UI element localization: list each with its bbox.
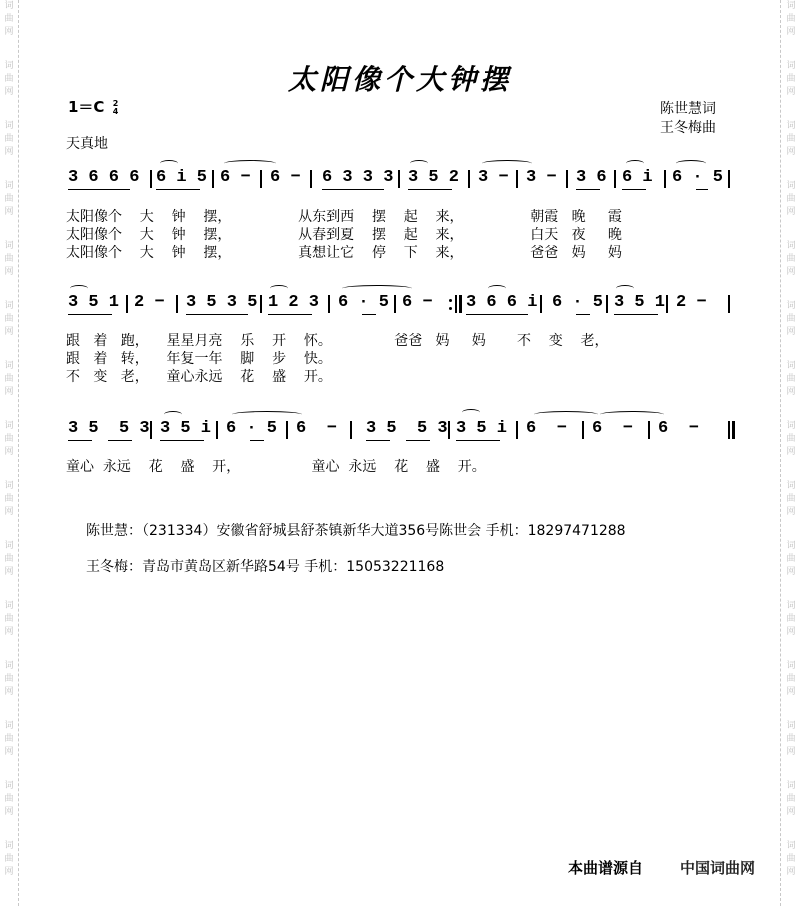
watermark-group [784,240,798,279]
watermark-char: 曲 [786,374,796,384]
watermark-char: 网 [786,867,796,877]
beam [160,440,204,441]
watermark-char: 曲 [4,674,14,684]
measure: 6 i 5 [156,168,208,187]
left-watermark-column [2,0,16,900]
watermark-group [2,660,16,699]
beam [466,314,528,315]
watermark-char: 网 [4,807,14,817]
source-site-link[interactable]: 中国词曲网 [680,859,756,877]
repeat-barline-thick [459,295,462,313]
watermark-char: 词 [4,481,14,491]
barline [260,295,262,313]
watermark-char: 曲 [786,854,796,864]
watermark-group [2,300,16,339]
watermark-char: 曲 [4,254,14,264]
watermark-char: 曲 [4,614,14,624]
watermark-char: 网 [786,207,796,217]
tie [600,411,664,418]
beam [406,440,430,441]
measure: 6 − [592,419,633,438]
watermark-char: 词 [4,541,14,551]
watermark-char: 网 [4,27,14,37]
slur [626,160,644,167]
watermark-char: 网 [4,387,14,397]
watermark-group [2,120,16,159]
barline [516,421,518,439]
watermark-char: 网 [786,447,796,457]
watermark-char: 词 [4,181,14,191]
watermark-char: 曲 [4,734,14,744]
watermark-char: 曲 [4,194,14,204]
watermark-char: 曲 [786,554,796,564]
lyric-verse-1: 跟 着 跑， 星星月亮 乐 开 怀。 爸爸 妈 妈 不 变 老， [66,333,609,349]
watermark-char: 网 [4,507,14,517]
watermark-char: 网 [786,627,796,637]
watermark-char: 曲 [4,74,14,84]
measure: 6 · 5 [552,293,604,312]
watermark-char: 网 [786,807,796,817]
watermark-char: 词 [786,601,796,611]
watermark-char: 网 [4,267,14,277]
watermark-char: 词 [786,301,796,311]
slur [462,409,480,416]
watermark-char: 曲 [786,74,796,84]
barline [566,170,568,188]
watermark-group [784,840,798,879]
tie [482,160,532,167]
measure: 1 2 3 [268,293,320,312]
watermark-group [2,0,16,39]
barline [150,421,152,439]
watermark-char: 词 [4,61,14,71]
watermark-char: 网 [786,327,796,337]
watermark-char: 词 [4,841,14,851]
watermark-char: 词 [786,241,796,251]
watermark-char: 曲 [786,734,796,744]
watermark-char: 网 [786,147,796,157]
watermark-char: 曲 [4,374,14,384]
measure: 3 − [478,168,509,187]
watermark-char: 曲 [4,134,14,144]
watermark-char: 词 [786,1,796,11]
tie [534,411,598,418]
barline [606,295,608,313]
watermark-group [784,720,798,759]
key-label: 1＝C [68,98,105,116]
watermark-group [784,780,798,819]
slur [676,160,706,167]
watermark-char: 词 [786,421,796,431]
watermark-group [2,540,16,579]
measure: 3 5 5 3 [68,419,150,438]
watermark-group [784,180,798,219]
watermark-char: 词 [786,541,796,551]
watermark-char: 词 [786,661,796,671]
watermark-char: 网 [786,687,796,697]
watermark-char: 曲 [4,794,14,804]
barline [212,170,214,188]
watermark-char: 曲 [4,554,14,564]
song-title: 太阳像个大钟摆 [287,63,512,96]
beam [576,189,600,190]
barline [728,170,730,188]
beam [156,189,200,190]
watermark-group [2,240,16,279]
watermark-char: 词 [4,121,14,131]
barline [310,170,312,188]
tie [224,160,276,167]
watermark-char: 曲 [4,434,14,444]
watermark-group [784,360,798,399]
lyricist-credit: 陈世慧词 [660,101,716,117]
watermark-char: 词 [786,721,796,731]
measure: 6 − [402,293,433,312]
barline [126,295,128,313]
watermark-group [2,840,16,879]
watermark-char: 网 [786,507,796,517]
right-margin-line [780,0,781,906]
contact-lyricist: 陈世慧：（231334）安徽省舒城县舒茶镇新华大道356号陈世会 手机：18297471288 [86,523,626,539]
watermark-char: 词 [4,241,14,251]
watermark-char: 网 [4,147,14,157]
watermark-char: 曲 [786,14,796,24]
watermark-char: 曲 [786,674,796,684]
lyric-verse-2: 跟 着 转， 年复一年 脚 步 快。 [66,351,332,367]
watermark-char: 词 [786,181,796,191]
watermark-char: 网 [786,747,796,757]
watermark-char: 词 [786,481,796,491]
watermark-group [2,480,16,519]
beam [696,189,708,190]
beam [366,440,390,441]
slur [160,160,178,167]
watermark-char: 曲 [786,614,796,624]
watermark-char: 网 [4,87,14,97]
watermark-group [784,660,798,699]
measure: 6 − [220,168,251,187]
measure: 3 6 [576,168,607,187]
measure: 3 5 1 [614,293,666,312]
watermark-group [2,420,16,459]
barline [216,421,218,439]
watermark-char: 网 [786,87,796,97]
barline [540,295,542,313]
watermark-char: 网 [4,327,14,337]
watermark-group [2,360,16,399]
watermark-char: 曲 [786,434,796,444]
measure: 6 · 5 [338,293,390,312]
beam [576,314,590,315]
time-top: 2 [112,98,119,108]
barline [350,421,352,439]
barline [666,295,668,313]
watermark-group [784,600,798,639]
watermark-char: 词 [786,61,796,71]
watermark-group [784,480,798,519]
measure: 6 · 5 [226,419,278,438]
barline [614,170,616,188]
watermark-char: 网 [4,867,14,877]
slur [70,285,88,292]
lyric-verse-1: 太阳像个 大 钟 摆， 从东到西 摆 起 来， 朝霞 晚 霞 [66,209,622,225]
watermark-char: 曲 [4,314,14,324]
barline [582,421,584,439]
watermark-char: 网 [786,387,796,397]
watermark-char: 网 [4,747,14,757]
beam [408,189,452,190]
measure: 6 − [658,419,699,438]
watermark-char: 词 [4,361,14,371]
watermark-group [784,300,798,339]
final-barline [728,421,730,439]
watermark-char: 词 [4,601,14,611]
beam [456,440,500,441]
beam [322,189,384,190]
watermark-char: 网 [4,687,14,697]
composer-credit: 王冬梅曲 [660,120,716,136]
repeat-dot [449,299,452,302]
beam [362,314,376,315]
source-label: 本曲谱源自 [568,859,644,877]
measure: 2 − [134,293,165,312]
watermark-char: 网 [786,267,796,277]
barline [150,170,152,188]
barline [728,295,730,313]
beam [68,314,112,315]
slur [410,160,428,167]
measure: 3 6 6 6 [68,168,140,187]
barline [448,421,450,439]
slur [164,411,182,418]
measure: 6 − [296,419,337,438]
watermark-char: 曲 [786,254,796,264]
repeat-barline [455,295,457,313]
watermark-group [2,600,16,639]
watermark-char: 曲 [786,494,796,504]
beam [268,314,312,315]
watermark-char: 网 [4,207,14,217]
repeat-dot [449,307,452,310]
watermark-char: 曲 [786,314,796,324]
tie [232,411,302,418]
watermark-char: 曲 [786,194,796,204]
beam [250,440,264,441]
final-barline-thick [732,421,735,439]
barline [664,170,666,188]
measure: 6 3 3 3 [322,168,394,187]
beam [68,440,92,441]
watermark-group [784,0,798,39]
measure: 3 − [526,168,557,187]
right-watermark-column [784,0,798,900]
tempo-marking: 天真地 [66,136,108,152]
watermark-char: 词 [4,421,14,431]
watermark-char: 网 [4,567,14,577]
key-signature [68,96,118,117]
barline [260,170,262,188]
lyric-verse-3: 不 变 老， 童心永远 花 盛 开。 [66,369,332,385]
lyric-verse-2: 太阳像个 大 钟 摆， 从春到夏 摆 起 来， 白天 夜 晚 [66,227,622,243]
beam [186,314,248,315]
watermark-char: 词 [4,721,14,731]
watermark-char: 网 [786,27,796,37]
measure: 2 − [676,293,707,312]
watermark-char: 网 [4,447,14,457]
measure: 3 5 i [160,419,212,438]
tie [342,285,412,292]
lyric-verse-3: 太阳像个 大 钟 摆， 真想让它 停 下 来， 爸爸 妈 妈 [66,245,622,261]
watermark-char: 网 [786,567,796,577]
barline [398,170,400,188]
measure: 3 5 3 5 [186,293,258,312]
watermark-char: 词 [786,361,796,371]
measure: 6 − [270,168,301,187]
barline [176,295,178,313]
watermark-char: 词 [4,661,14,671]
watermark-char: 曲 [4,854,14,864]
beam [614,314,658,315]
watermark-group [2,720,16,759]
slur [270,285,288,292]
watermark-group [784,540,798,579]
time-signature [113,100,119,116]
measure: 3 6 6 i [466,293,538,312]
slur [616,285,634,292]
watermark-char: 词 [4,301,14,311]
measure: 6 i [622,168,653,187]
watermark-group [784,120,798,159]
lyric-verse-1: 童心 永远 花 盛 开， 童心 永远 花 盛 开。 [66,459,486,475]
watermark-char: 词 [786,841,796,851]
beam [108,440,132,441]
barline [468,170,470,188]
watermark-group [784,420,798,459]
barline [328,295,330,313]
watermark-char: 词 [4,781,14,791]
watermark-char: 曲 [786,134,796,144]
watermark-char: 网 [4,627,14,637]
watermark-char: 曲 [4,494,14,504]
measure: 3 5 i [456,419,508,438]
time-bottom: 4 [112,106,119,116]
barline [286,421,288,439]
watermark-char: 词 [786,121,796,131]
left-margin-line [18,0,19,906]
watermark-group [2,180,16,219]
measure: 3 5 5 3 [366,419,448,438]
slur [488,285,506,292]
beam [68,189,130,190]
watermark-char: 词 [4,1,14,11]
watermark-char: 词 [786,781,796,791]
watermark-char: 曲 [4,14,14,24]
watermark-group [2,780,16,819]
barline [516,170,518,188]
watermark-char: 曲 [786,794,796,804]
barline [394,295,396,313]
barline [648,421,650,439]
measure: 3 5 1 [68,293,120,312]
measure: 6 − [526,419,567,438]
beam [622,189,646,190]
contact-composer: 王冬梅：青岛市黄岛区新华路54号 手机：15053221168 [86,559,445,575]
measure: 6 · 5 [672,168,724,187]
measure: 3 5 2 [408,168,460,187]
